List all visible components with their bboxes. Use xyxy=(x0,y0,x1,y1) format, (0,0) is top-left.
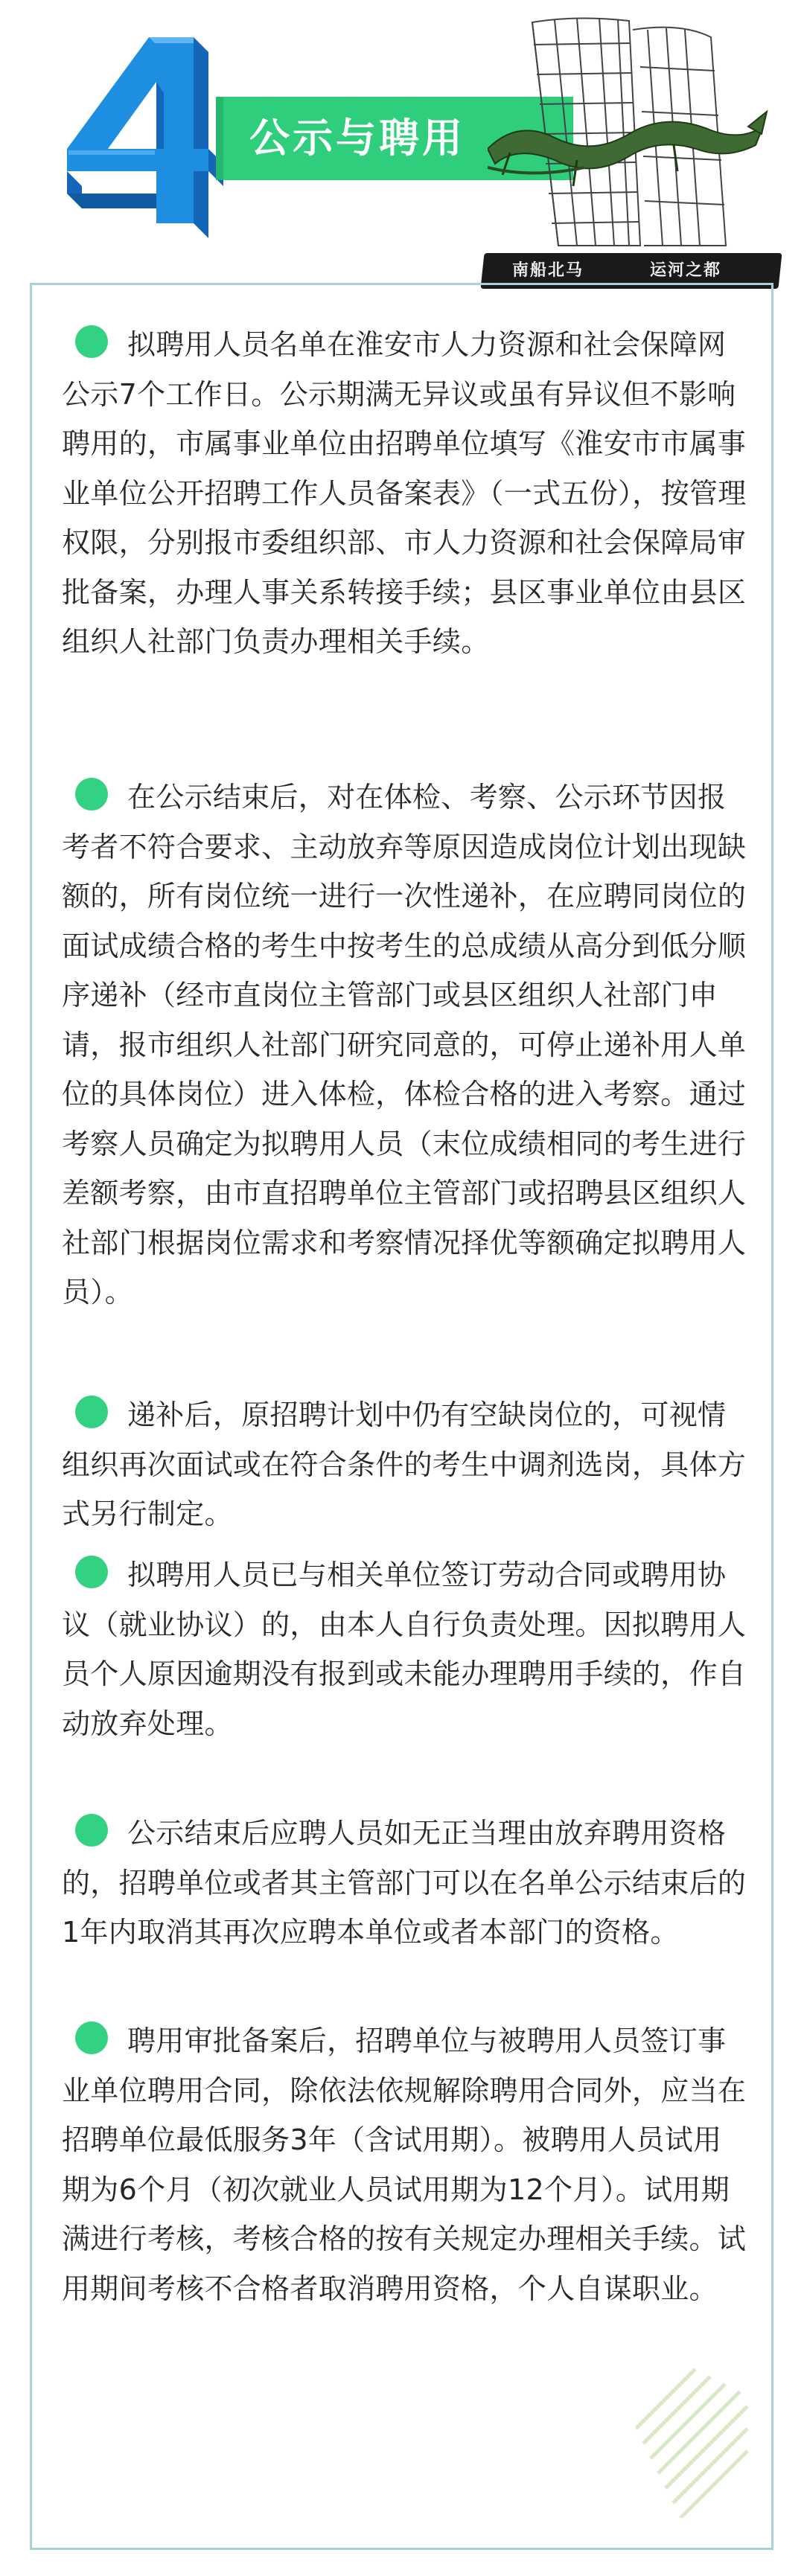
section-title: 公示与聘用 xyxy=(249,115,465,162)
slogan-right: 运河之都 xyxy=(650,261,722,280)
paragraph: 拟聘用人员已与相关单位签订劳动合同或聘用协议（就业协议）的，由本人自行负责处理。因拟聘用人员个人原因逾期没有报到或未能办理聘用手续的，作自动放弃处理。 xyxy=(62,1550,747,1748)
paragraph: 拟聘用人员名单在淮安市人力资源和社会保障网公示7个工作日。公示期满无异议或虽有异议但不影响聘用的，市属事业单位由招聘单位填写《淮安市市属事业单位公开招聘工作人员备案表》（一式五份），按管理权限，分别报市委组织部、市人力资源和社会保障局审批备案，办理人事关系转接手续；县区事业单位由县区组织人社部门负责办理相关手续。 xyxy=(62,320,747,667)
bullet-dot-icon xyxy=(75,325,108,358)
bullet-dot-icon xyxy=(75,1396,108,1428)
bullet-dot-icon xyxy=(75,2022,108,2054)
bullet-dot-icon xyxy=(75,1814,108,1847)
section-header xyxy=(0,0,804,290)
bullet-dot-icon xyxy=(75,1556,108,1588)
tower-landmark-illustration xyxy=(488,7,770,253)
paragraph: 公示结束后应聘人员如无正当理由放弃聘用资格的，招聘单位或者其主管部门可以在名单公示结束后的1年内取消其再次应聘本单位或者本部门的资格。 xyxy=(62,1809,747,1957)
content-panel xyxy=(30,283,773,2550)
paragraph: 递补后，原招聘计划中仍有空缺岗位的，可视情组织再次面试或在符合条件的考生中调剂选岗，具体方式另行制定。 xyxy=(62,1390,747,1539)
paragraph: 聘用审批备案后，招聘单位与被聘用人员签订事业单位聘用合同，除依法依规解除聘用合同外，应当在招聘单位最低服务3年（含试用期）。被聘用人员试用期为6个月（初次就业人员试用期为12个月）。试用期满进行考核，考核合格的按有关规定办理相关手续。试用期间考核不合格者取消聘用资格，个人自谋职业。 xyxy=(62,2016,747,2313)
bullet-dot-icon xyxy=(75,778,108,811)
decorative-stripes xyxy=(636,2339,755,2518)
slogan-left: 南船北马 xyxy=(512,261,584,280)
paragraph: 在公示结束后，对在体检、考察、公示环节因报考者不符合要求、主动放弃等原因造成岗位计划出现缺额的，所有岗位统一进行一次性递补，在应聘同岗位的面试成绩合格的考生中按考生的总成绩从高分到低分顺序递补（经市直岗位主管部门或县区组织人社部门申请，报市组织人社部门研究同意的，可停止递补用人单位的具体岗位）进入体检，体检合格的进入考察。通过考察人员确定为拟聘用人员（末位成绩相同的考生进行差额考察，由市直招聘单位主管部门或招聘县区组织人社部门根据岗位需求和考察情况择优等额确定拟聘用人员）。 xyxy=(62,773,747,1317)
